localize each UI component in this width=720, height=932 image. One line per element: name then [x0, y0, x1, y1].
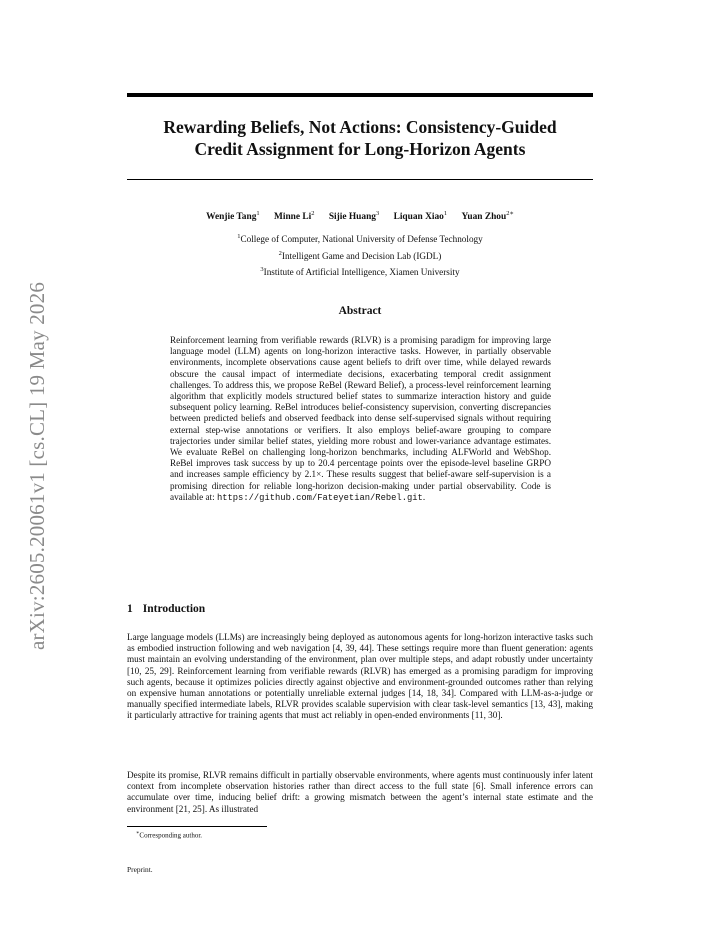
affiliation-text: Intelligent Game and Decision Lab (IGDL) — [281, 250, 442, 261]
affiliation — [127, 263, 593, 280]
preprint-label: Preprint. — [127, 865, 153, 874]
affiliation-mark: 1 — [237, 233, 241, 240]
abstract-end-period: . — [422, 491, 426, 502]
section-heading-introduction — [127, 603, 205, 615]
affiliation-list — [127, 230, 593, 280]
footnote — [136, 830, 202, 839]
section-title: Introduction — [142, 603, 206, 615]
abstract-body — [170, 335, 551, 504]
author — [206, 212, 260, 222]
author-affiliation-mark: 1 — [256, 210, 260, 217]
author-name: Liquan Xiao — [393, 212, 444, 223]
author — [461, 212, 513, 222]
paper-title — [127, 116, 593, 160]
affiliation — [127, 247, 593, 264]
paper-title-line-2: Credit Assignment for Long-Horizon Agents — [194, 139, 526, 159]
intro-paragraph-1: Large language models (LLMs) are increasingly being deployed as autonomous agents for long-horizon interactive tasks such as embodied instruction following and web navigation [4, 39, 44]. These settings require more than fluent generation: agents must maintain an evolving understanding of the environment, plan over multiple steps, and adapt robustly under uncertainty [10, 25, 29]. Reinforcement learning from verifiable rewards (RLVR) has emerged as a promising paradigm for improving such agents, because it optimizes policies directly against objective and environment-grounded outcomes rather than relying on expensive human annotations or potentially unreliable external judges [14, 18, 34]. Compared with LLM-as-a-judge or manually specified intermediate labels, RLVR provides scalable supervision with clear task-level semantics [13, 43], making it particularly attractive for training agents that must act reliably in open-ended environments [11, 30]. — [127, 632, 593, 721]
paper-title-line-1: Rewarding Beliefs, Not Actions: Consistency-Guided — [163, 117, 557, 137]
affiliation-text: College of Computer, National University of Defense Technology — [240, 234, 483, 245]
title-top-rule — [127, 93, 593, 97]
author-name: Minne Li — [273, 212, 312, 223]
author-affiliation-mark: 3 — [375, 210, 380, 217]
author-affiliation-mark: 2∗ — [506, 210, 514, 217]
author-name: Wenjie Tang — [206, 212, 257, 223]
footnote-text: Corresponding author. — [139, 831, 203, 840]
arxiv-identifier-text: arXiv:2605.20061v1 [cs.CL] 19 May 2026 — [25, 281, 49, 651]
author-name: Yuan Zhou — [461, 212, 507, 223]
author-affiliation-mark: 1 — [443, 210, 448, 217]
author — [329, 212, 379, 222]
affiliation-text: Institute of Artificial Intelligence, Xiamen University — [263, 267, 460, 278]
author-name: Sijie Huang — [328, 212, 376, 223]
author — [274, 212, 315, 222]
affiliation — [127, 230, 593, 247]
abstract-heading: Abstract — [338, 305, 382, 317]
author-list — [127, 209, 593, 222]
arxiv-identifier-stamp — [22, 256, 52, 676]
abstract-text: Reinforcement learning from verifiable rewards (RLVR) is a promising paradigm for improving large language model (LLM) agents on long-horizon interactive tasks. However, in partially observable environments, incomplete observations cause agent beliefs to drift over time, while delayed rewards obscure the causal impact of intermediate decisions, exacerbating temporal credit assignment challenges. To address this, we propose ReBel (Reward Belief), a process-level reinforcement learning algorithm that explicitly models structured belief states to summarize interaction history and guide subsequent policy learning. ReBel introduces belief-consistency supervision, converting discrepancies between predicted beliefs and observed feedback into dense self-supervised signals without requiring external step-wise annotations or verifiers. It also employs belief-aware grouping to compare trajectories under similar belief states, yielding more robust and lower-variance advantage estimates. We evaluate ReBel on challenging long-horizon benchmarks, including ALFWorld and WebShop. ReBel improves task success by up to 20.4 percentage points over the episode-level baseline GRPO and increases sample efficiency by 2.1×. These results suggest that belief-aware self-supervision is a promising direction for reliable long-horizon decision-making under partial observability. Code is available at: — [170, 335, 551, 502]
code-link[interactable]: https://github.com/Fateyetian/Rebel.git — [216, 492, 423, 503]
author — [394, 212, 448, 222]
affiliation-mark: 2 — [278, 249, 282, 257]
section-number: 1 — [127, 603, 133, 615]
title-bottom-rule — [127, 179, 593, 180]
author-affiliation-mark: 2 — [311, 210, 315, 217]
footnote-mark: ∗ — [136, 831, 140, 836]
footnote-rule — [127, 826, 267, 827]
intro-paragraph-2: Despite its promise, RLVR remains difficult in partially observable environments, where agents must continuously infer latent context from incomplete observation histories rather than direct access to the full state [6]. Small inference errors can accumulate over time, inducing belief drift: a growing mismatch between the agent’s internal state estimate and the environment [21, 25]. As illustrated — [127, 770, 593, 814]
affiliation-mark: 3 — [260, 266, 264, 274]
